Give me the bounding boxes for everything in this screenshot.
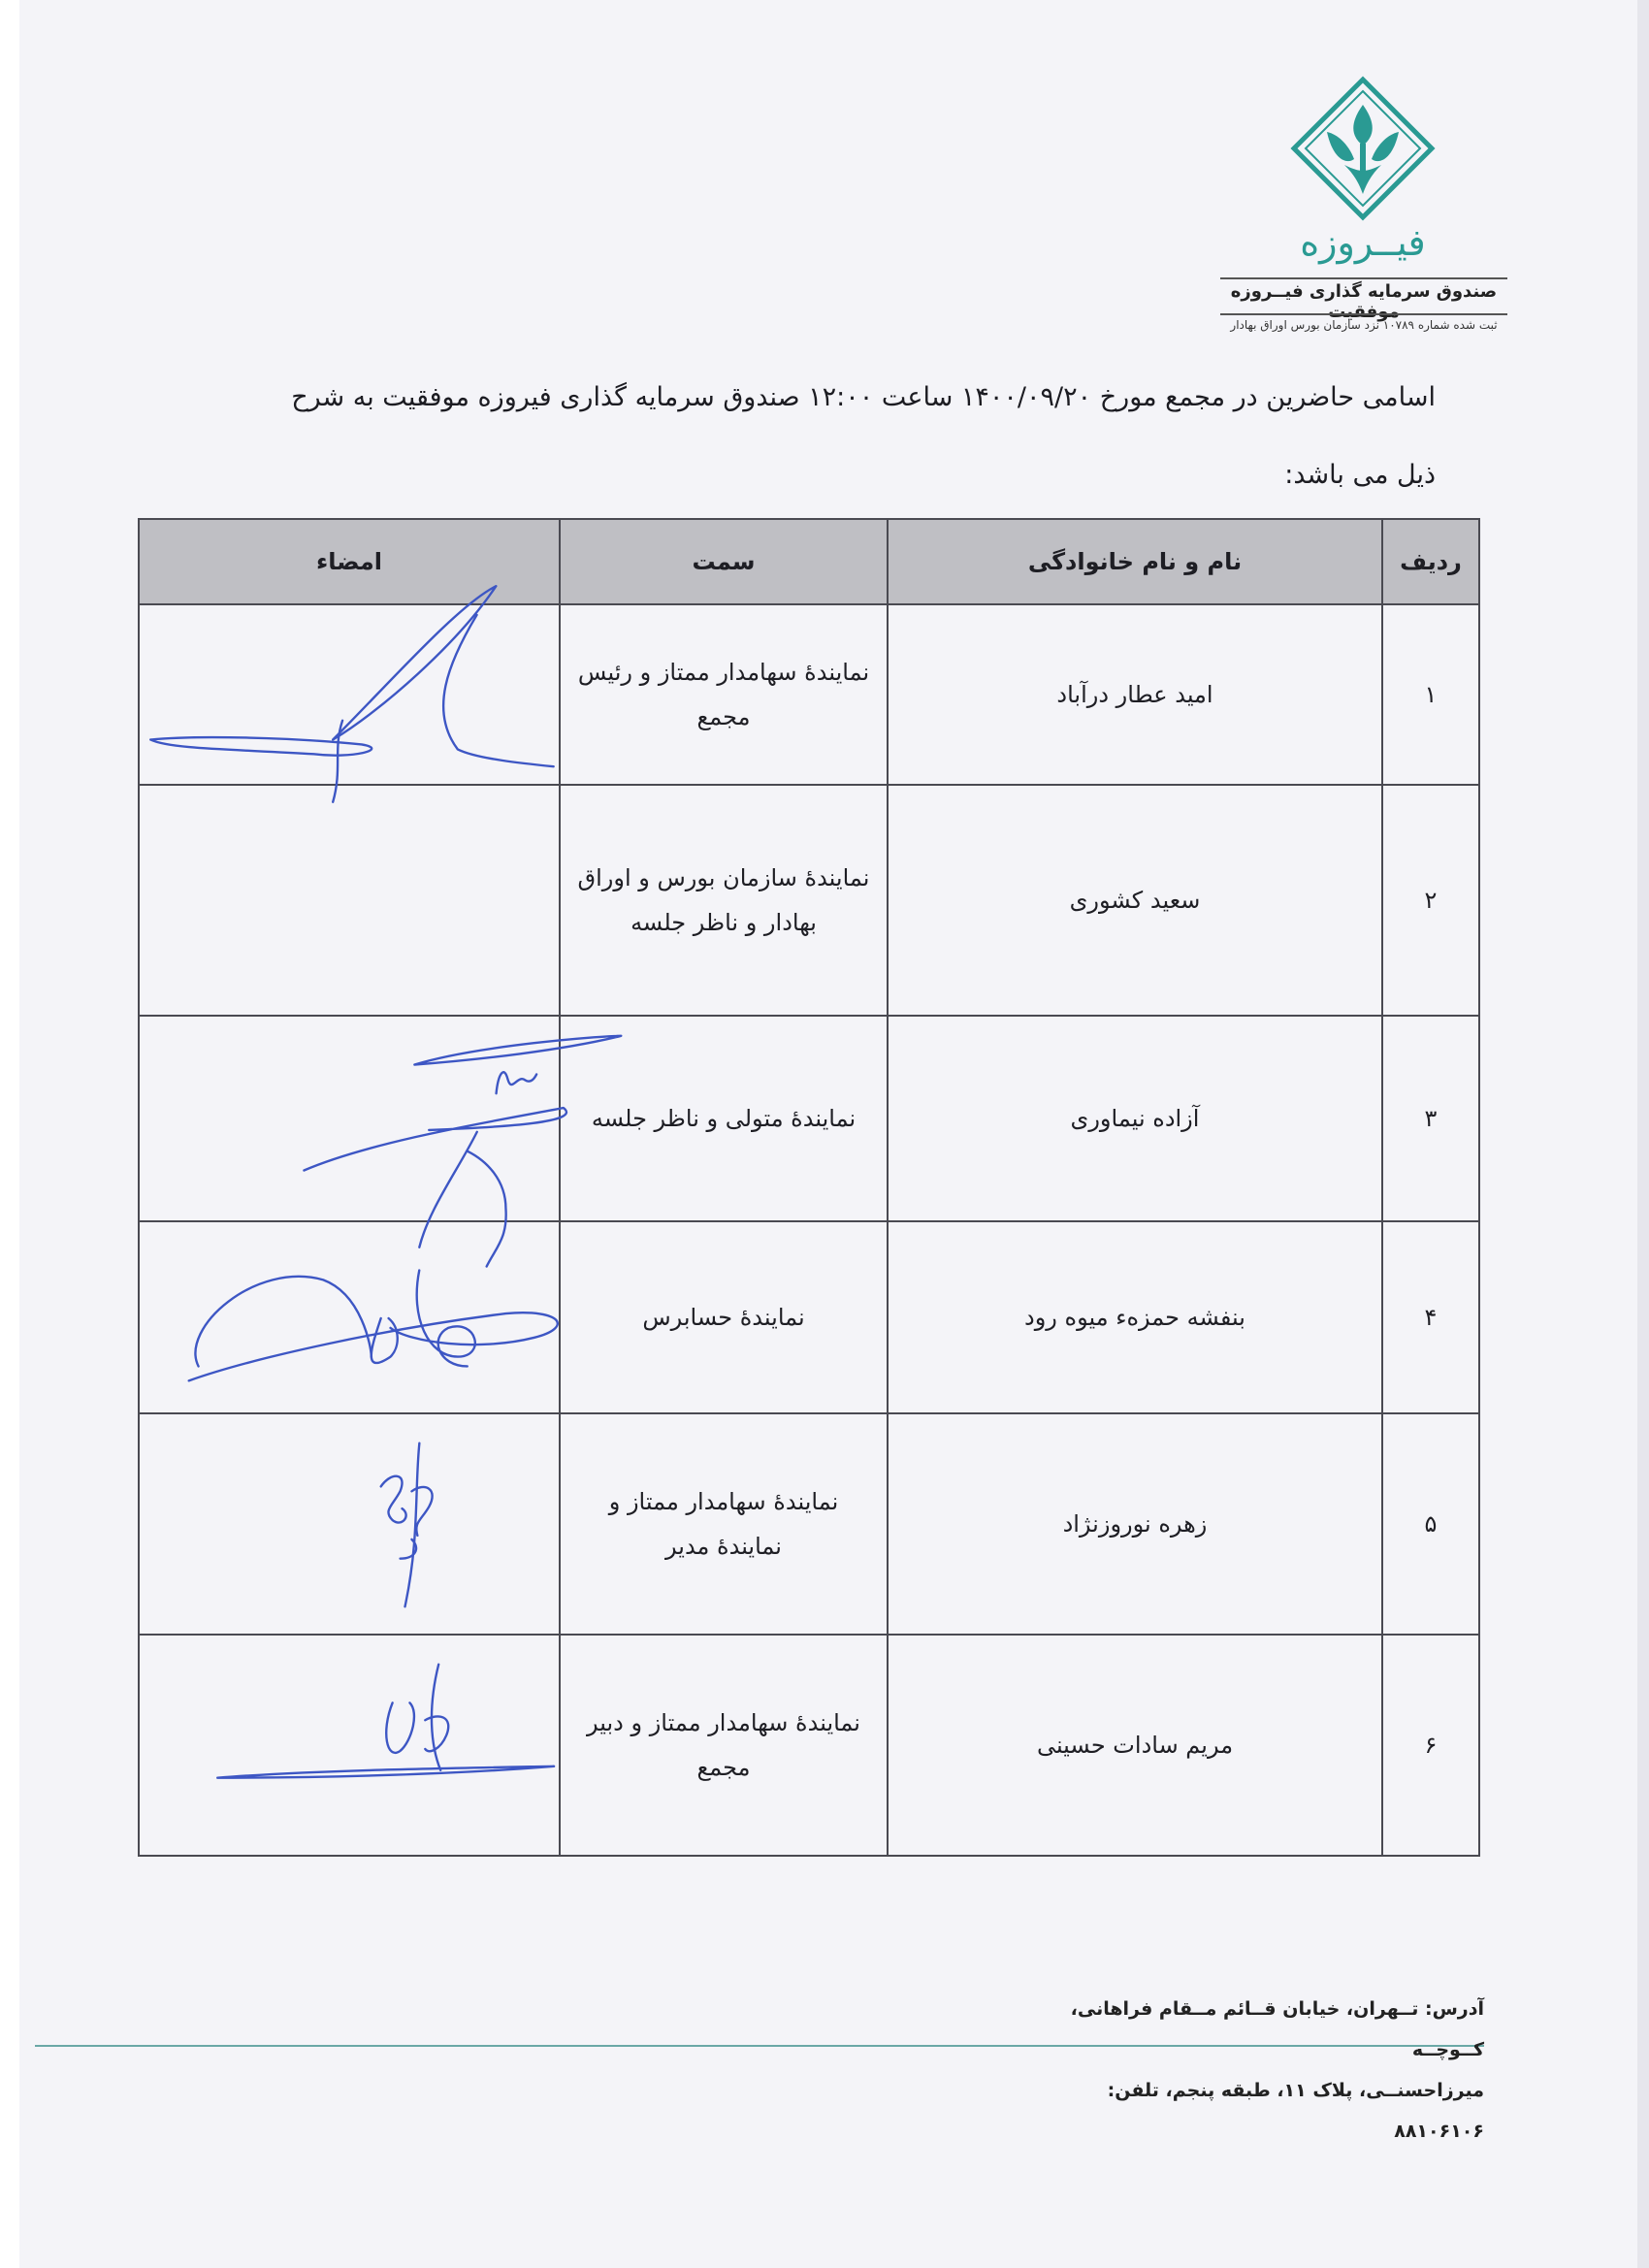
row-number: ۱: [1382, 604, 1479, 785]
row-number: ۴: [1382, 1221, 1479, 1413]
signature-cell: [139, 1413, 560, 1635]
page-right-edge: [1637, 0, 1649, 2268]
attendee-role: نمایندۀ سهامدار ممتاز و نمایندۀ مدیر: [560, 1413, 888, 1635]
header-row-no: ردیف: [1382, 519, 1479, 604]
table-row: [139, 1221, 1479, 1413]
signature-cell: [139, 1635, 560, 1856]
handwritten-signature: [140, 1017, 559, 1220]
row-number: ۲: [1382, 785, 1479, 1016]
handwritten-signature: [140, 605, 559, 784]
attendee-role: نمایندۀ سازمان بورس و اوراق بهادار و ناظر جلسه: [560, 785, 888, 1016]
attendee-name: زهره نوروزنژاد: [888, 1413, 1382, 1635]
attendee-name: امید عطار درآباد: [888, 604, 1382, 785]
company-logo: [1212, 76, 1513, 347]
row-number: ۳: [1382, 1016, 1479, 1221]
address-line-2: میرزاحسنــی، پلاک ۱۱، طبقه پنجم، تلفن: ۸۸۱۰۶۱۰۶: [1048, 2070, 1484, 2152]
handwritten-signature: [140, 1222, 559, 1412]
logo-divider: [1220, 313, 1507, 315]
header-signature: امضاء: [139, 519, 560, 604]
logo-wordmark: فیــروزه: [1300, 221, 1426, 264]
attendee-role: نمایندۀ سهامدار ممتاز و دبیر مجمع: [560, 1635, 888, 1856]
attendee-role: نمایندۀ حسابرس: [560, 1221, 888, 1413]
attendee-name: سعید کشوری: [888, 785, 1382, 1016]
row-number: ۵: [1382, 1413, 1479, 1635]
attendee-role: نمایندۀ سهامدار ممتاز و رئیس مجمع: [560, 604, 888, 785]
attendee-name: بنفشه حمزهء میوه رود: [888, 1221, 1382, 1413]
fund-name: صندوق سرمایه گذاری فیــروزه موفقیت: [1230, 281, 1498, 322]
table-row: [139, 1016, 1479, 1221]
header-name: نام و نام خانوادگی: [888, 519, 1382, 604]
header-role: سمت: [560, 519, 888, 604]
attendees-table: [138, 518, 1480, 1857]
registration-note: ثبت شده شماره ۱۰۷۸۹ نزد سازمان بورس اوراق بهادار: [1230, 318, 1498, 332]
row-number: ۶: [1382, 1635, 1479, 1856]
page-left-edge: [0, 0, 19, 2268]
signature-cell: [139, 604, 560, 785]
handwritten-signature: [140, 1636, 559, 1855]
logo-divider: [1220, 277, 1507, 279]
attendee-role: نمایندۀ متولی و ناظر جلسه: [560, 1016, 888, 1221]
table-row: [139, 1635, 1479, 1856]
intro-paragraph: [194, 359, 1436, 514]
intro-line-2: ذیل می باشد:: [1284, 460, 1436, 490]
attendee-name: مریم سادات حسینی: [888, 1635, 1382, 1856]
table-row: [139, 1413, 1479, 1635]
signature-cell: [139, 785, 560, 1016]
signature-cell: [139, 1016, 560, 1221]
table-row: [139, 604, 1479, 785]
diamond-emblem-icon: [1290, 76, 1436, 221]
address-line-1: آدرس: تــهران، خیابان قــائم مــقام فراهانی، کــوچــه: [1070, 1998, 1484, 2060]
signature-cell: [139, 1221, 560, 1413]
attendee-name: آزاده نیماوری: [888, 1016, 1382, 1221]
table-row: [139, 785, 1479, 1016]
intro-line-1: اسامی حاضرین در مجمع مورخ ۱۴۰۰/۰۹/۲۰ ساعت ۱۲:۰۰ صندوق سرمایه گذاری فیروزه موفقیت به شرح: [291, 382, 1436, 412]
table-header-row: [139, 519, 1479, 604]
footer-address: [1048, 1989, 1484, 2152]
handwritten-signature: [140, 1414, 559, 1634]
